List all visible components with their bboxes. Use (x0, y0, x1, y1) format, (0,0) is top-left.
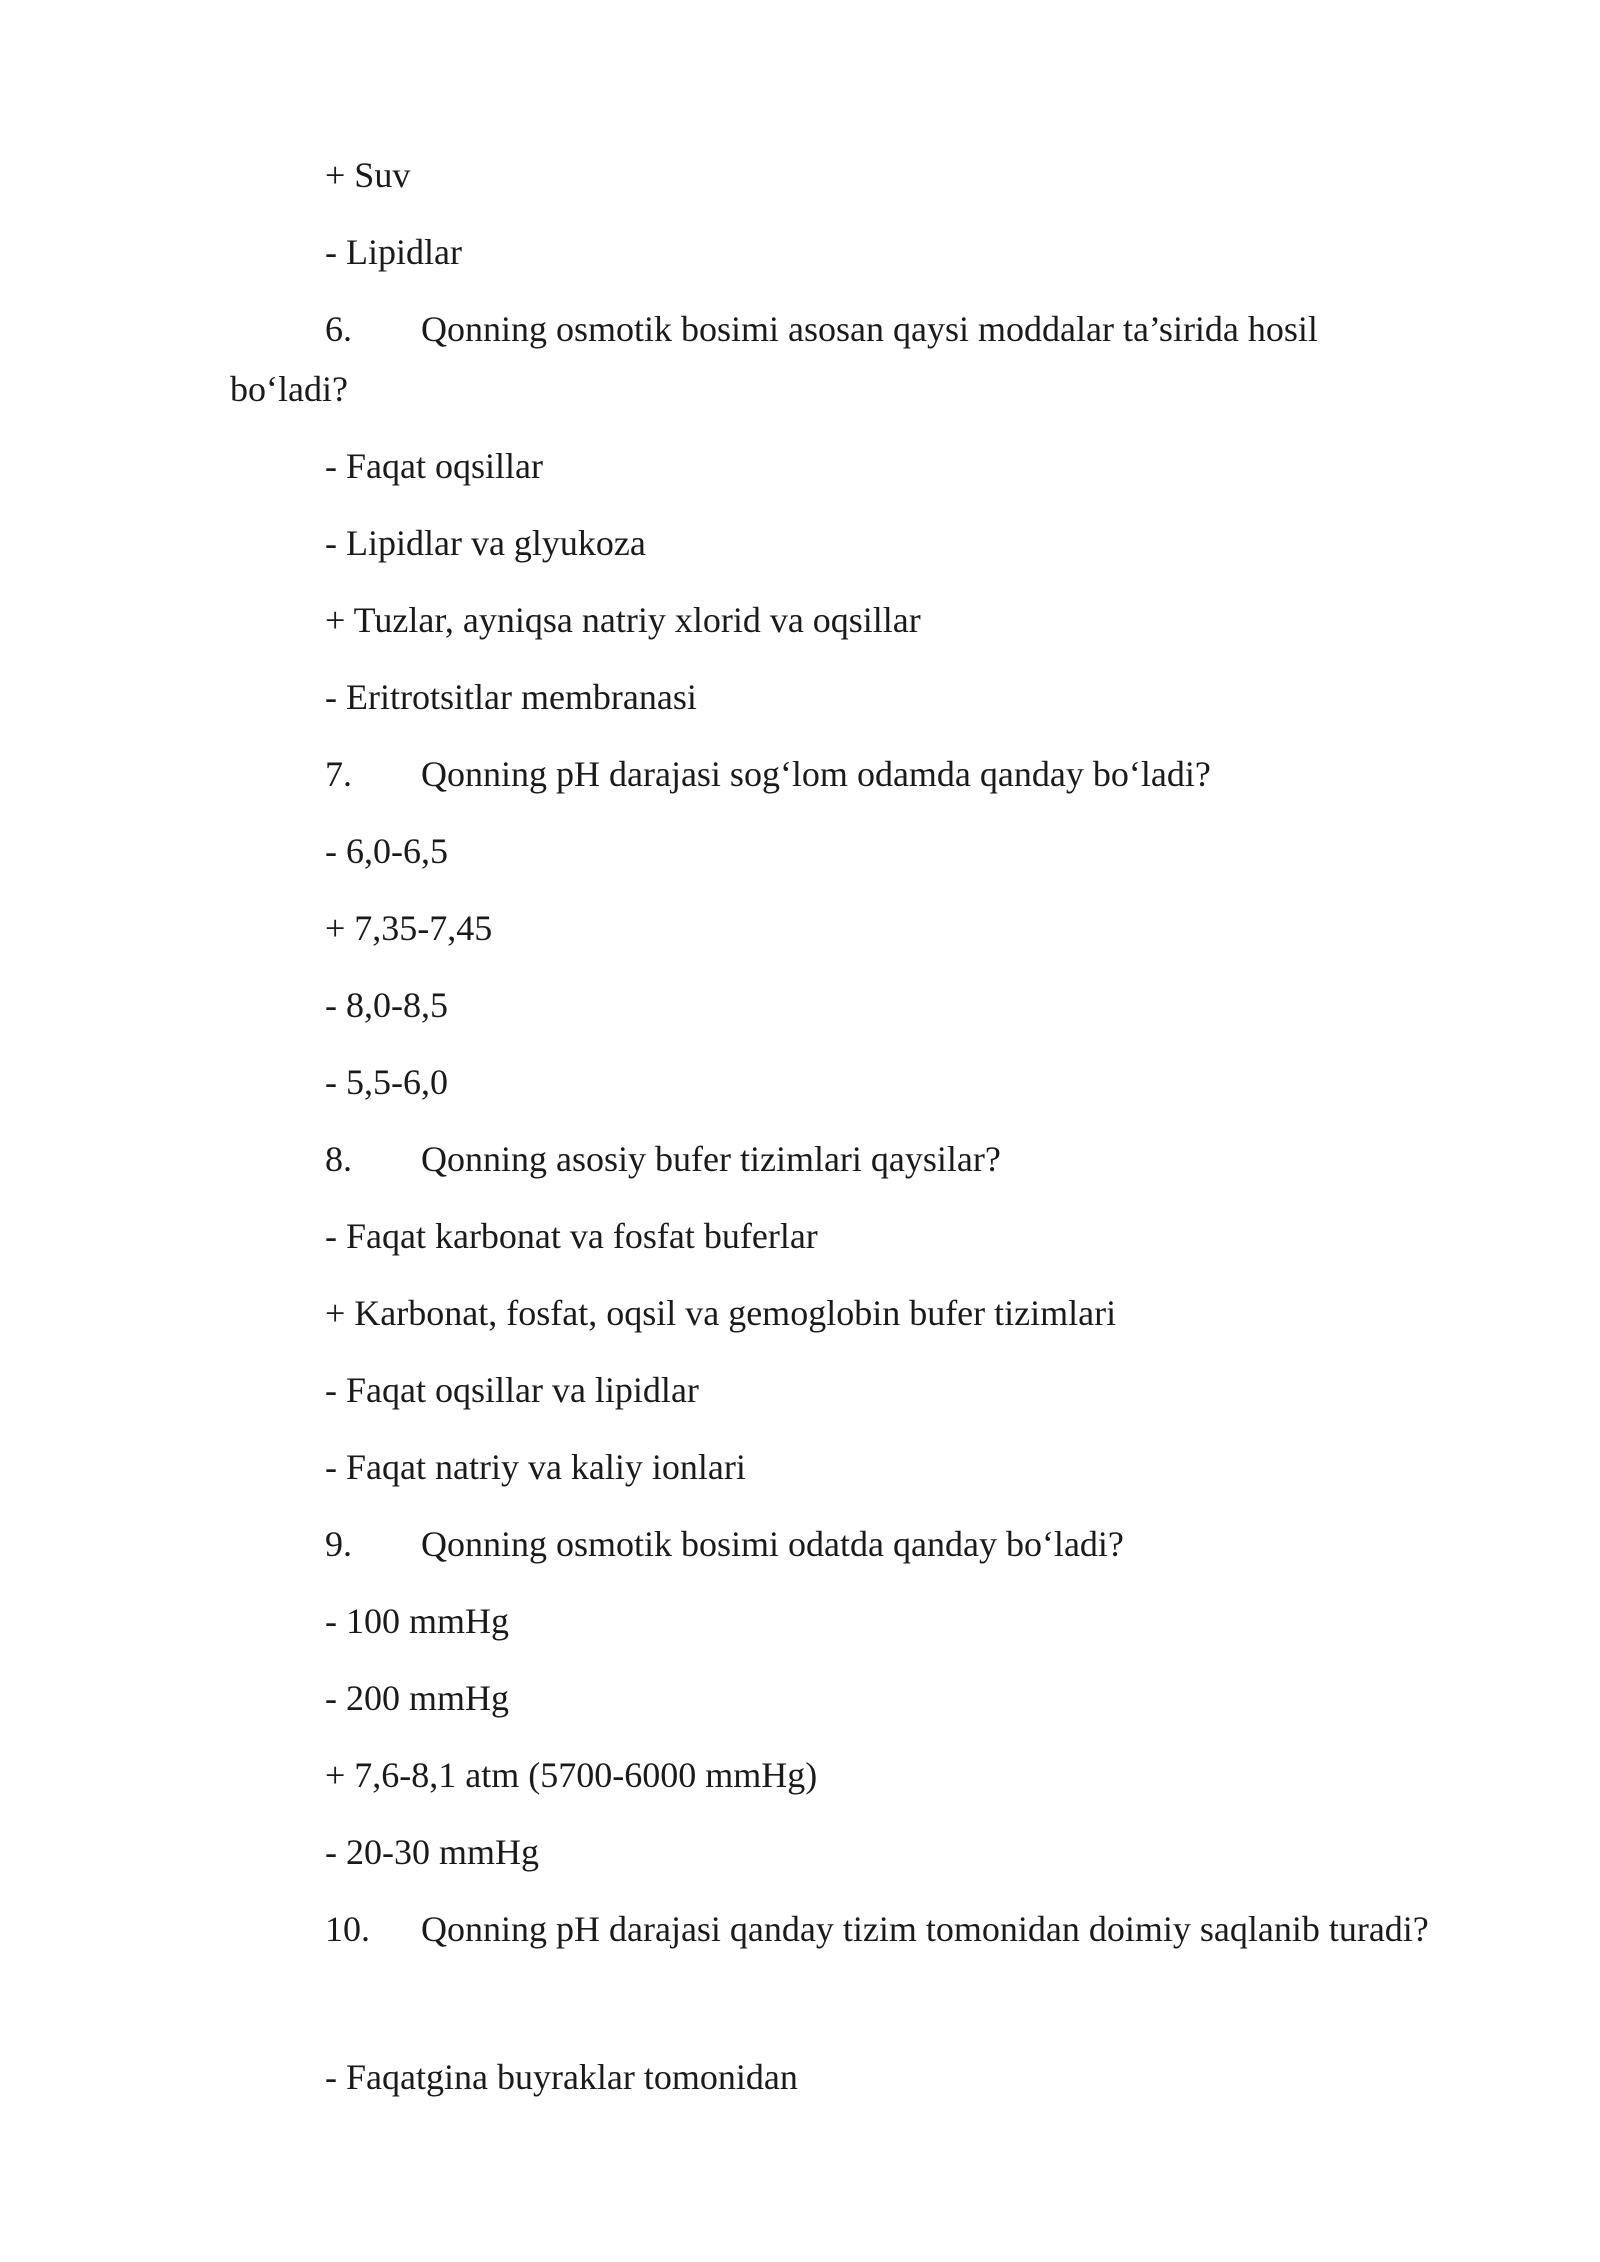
answer-option: + Suv (325, 155, 411, 195)
question-number: 6. (325, 309, 352, 349)
question-text: Qonning pH darajasi sog‘lom odamda qanday bo‘ladi? (421, 754, 1211, 794)
answer-option: - 5,5-6,0 (325, 1062, 448, 1102)
question-text: Qonning asosiy bufer tizimlari qaysilar? (421, 1139, 1001, 1179)
question-number: 9. (325, 1524, 352, 1564)
answer-option: - Faqat karbonat va fosfat buferlar (325, 1216, 818, 1256)
answer-option: - Faqat oqsillar va lipidlar (325, 1370, 699, 1410)
answer-option: + Tuzlar, ayniqsa natriy xlorid va oqsillar (325, 600, 921, 640)
answer-option: - Faqat oqsillar (325, 446, 543, 486)
answer-option: - Lipidlar (325, 232, 462, 272)
answer-option: - 6,0-6,5 (325, 831, 448, 871)
question-number: 7. (325, 754, 352, 794)
question-text: Qonning osmotik bosimi odatda qanday bo‘ladi? (421, 1524, 1124, 1564)
question-text-continuation: bo‘ladi? (230, 369, 348, 409)
question-number: 10. (325, 1909, 370, 1949)
answer-option: - Faqatgina buyraklar tomonidan (325, 2057, 798, 2097)
answer-option: - 20-30 mmHg (325, 1832, 539, 1872)
question-text: Qonning osmotik bosimi asosan qaysi moddalar ta’sirida hosil (421, 309, 1318, 349)
answer-option: - 200 mmHg (325, 1678, 509, 1718)
answer-option: - Faqat natriy va kaliy ionlari (325, 1447, 746, 1487)
answer-option: - Lipidlar va glyukoza (325, 523, 646, 563)
answer-option: - Eritrotsitlar membranasi (325, 677, 697, 717)
question-number: 8. (325, 1139, 352, 1179)
answer-option: - 8,0-8,5 (325, 985, 448, 1025)
answer-option: + Karbonat, fosfat, oqsil va gemoglobin bufer tizimlari (325, 1293, 1117, 1333)
question-text: Qonning pH darajasi qanday tizim tomonidan doimiy saqlanib turadi? (421, 1909, 1429, 1949)
answer-option: - 100 mmHg (325, 1601, 509, 1641)
answer-option: + 7,6-8,1 atm (5700-6000 mmHg) (325, 1755, 818, 1795)
answer-option: + 7,35-7,45 (325, 908, 493, 948)
